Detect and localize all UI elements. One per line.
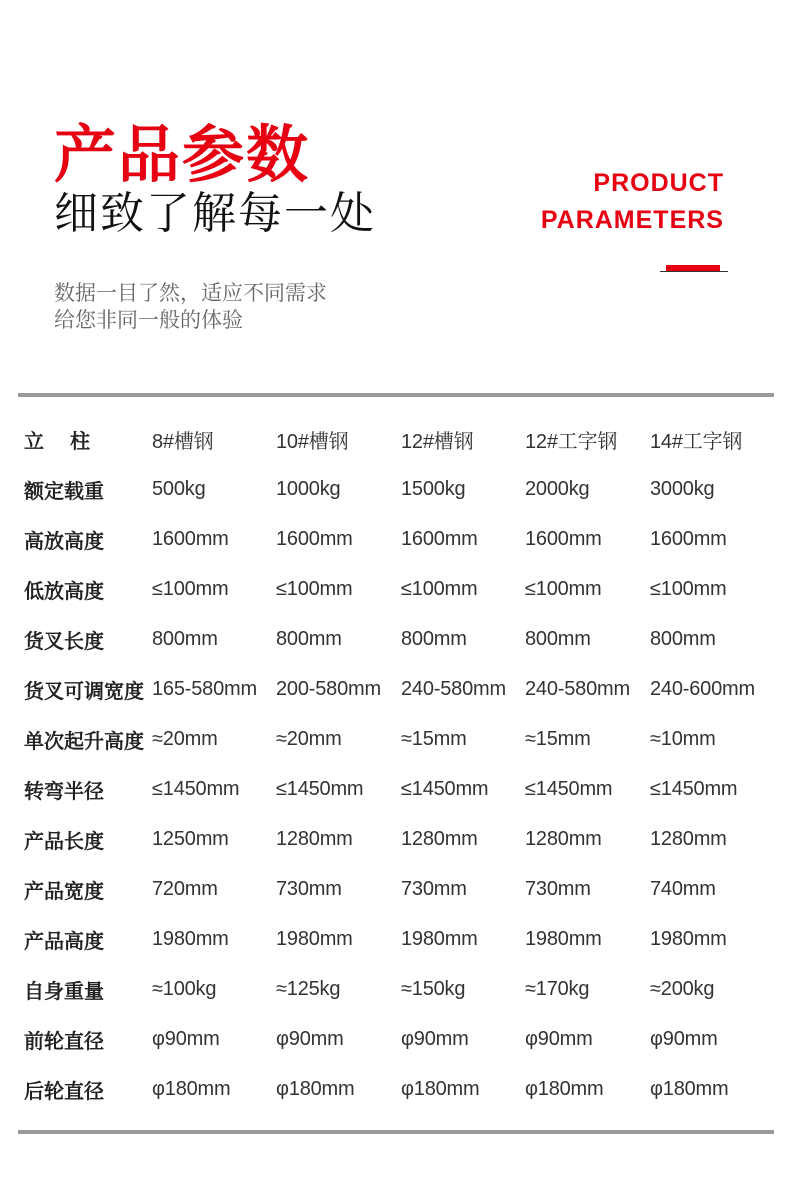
table-cell: φ180mm: [401, 1077, 480, 1100]
decorative-underline: [660, 271, 728, 272]
row-label: 货叉可调宽度: [24, 678, 144, 703]
table-cell: 1600mm: [401, 527, 478, 550]
table-cell: 800mm: [401, 627, 467, 650]
table-cell: 1280mm: [650, 827, 727, 850]
table-cell: 1280mm: [276, 827, 353, 850]
table-row: [18, 664, 774, 714]
table-cell: 240-600mm: [650, 677, 755, 700]
table-cell: φ90mm: [650, 1027, 718, 1050]
table-cell: 1980mm: [525, 927, 602, 950]
row-label: 产品宽度: [24, 878, 104, 903]
table-row: [18, 514, 774, 564]
table-cell: φ90mm: [401, 1027, 469, 1050]
table-cell: φ180mm: [276, 1077, 355, 1100]
row-label: 额定载重: [24, 478, 104, 503]
table-cell: ≤100mm: [525, 577, 602, 600]
row-label: 自身重量: [24, 978, 104, 1003]
table-cell: 3000kg: [650, 477, 715, 500]
table-cell: 240-580mm: [401, 677, 506, 700]
table-cell: 1600mm: [152, 527, 229, 550]
english-title-line2: PARAMETERS: [540, 206, 724, 234]
row-label: 产品长度: [24, 828, 104, 853]
row-label: 货叉长度: [24, 628, 104, 653]
table-cell: 8#槽钢: [152, 430, 214, 453]
table-cell: 720mm: [152, 877, 218, 900]
page-subtitle: 细致了解每一处: [54, 188, 376, 239]
table-row: [18, 864, 774, 914]
table-cell: ≈170kg: [525, 977, 590, 1000]
english-title-line1: PRODUCT: [593, 169, 724, 197]
table-cell: φ180mm: [525, 1077, 604, 1100]
table-cell: 730mm: [276, 877, 342, 900]
parameter-table: [18, 414, 774, 1114]
table-row: [18, 964, 774, 1014]
table-cell: ≤1450mm: [650, 777, 738, 800]
table-cell: 730mm: [401, 877, 467, 900]
table-cell: ≈10mm: [650, 727, 716, 750]
decorative-red-bar: [666, 265, 720, 271]
table-row: [18, 414, 774, 464]
table-cell: ≈15mm: [525, 727, 591, 750]
table-cell: 1500kg: [401, 477, 466, 500]
table-cell: ≈200kg: [650, 977, 715, 1000]
table-cell: 800mm: [650, 627, 716, 650]
table-cell: ≤1450mm: [401, 777, 489, 800]
table-cell: 240-580mm: [525, 677, 630, 700]
table-cell: 800mm: [525, 627, 591, 650]
table-cell: ≈100kg: [152, 977, 217, 1000]
table-row: [18, 764, 774, 814]
table-cell: φ180mm: [650, 1077, 729, 1100]
table-cell: 730mm: [525, 877, 591, 900]
description-line2: 给您非同一般的体验: [54, 308, 243, 332]
table-row: [18, 1064, 774, 1114]
table-cell: 1980mm: [650, 927, 727, 950]
page-title: 产品参数: [54, 118, 311, 191]
table-cell: 10#槽钢: [276, 430, 349, 453]
row-label: 高放高度: [24, 528, 104, 553]
table-cell: 800mm: [152, 627, 218, 650]
table-cell: 1280mm: [401, 827, 478, 850]
table-cell: ≈20mm: [276, 727, 342, 750]
table-cell: φ90mm: [276, 1027, 344, 1050]
table-top-rule: [18, 393, 774, 397]
table-cell: φ90mm: [525, 1027, 593, 1050]
description-line1: 数据一目了然，适应不同需求: [54, 281, 327, 305]
row-label: 产品高度: [24, 928, 104, 953]
table-cell: 500kg: [152, 477, 206, 500]
table-row: [18, 814, 774, 864]
table-cell: ≈15mm: [401, 727, 467, 750]
row-label: 前轮直径: [24, 1028, 104, 1053]
table-cell: ≤100mm: [276, 577, 353, 600]
table-cell: ≤1450mm: [525, 777, 613, 800]
row-label: 低放高度: [24, 578, 104, 603]
table-cell: 165-580mm: [152, 677, 257, 700]
table-row: [18, 564, 774, 614]
table-row: [18, 714, 774, 764]
table-cell: 14#工字钢: [650, 430, 743, 453]
table-cell: 1600mm: [650, 527, 727, 550]
table-cell: 1980mm: [401, 927, 478, 950]
table-cell: 200-580mm: [276, 677, 381, 700]
table-cell: 1600mm: [525, 527, 602, 550]
table-bottom-rule: [18, 1130, 774, 1134]
table-cell: ≈150kg: [401, 977, 466, 1000]
parameter-table-body: [18, 414, 774, 1114]
table-cell: 1980mm: [276, 927, 353, 950]
row-label: 后轮直径: [24, 1078, 104, 1103]
table-row: [18, 464, 774, 514]
table-cell: 1980mm: [152, 927, 229, 950]
table-cell: ≈125kg: [276, 977, 341, 1000]
table-cell: 2000kg: [525, 477, 590, 500]
row-label: 单次起升高度: [24, 728, 144, 753]
row-label: 转弯半径: [24, 778, 104, 803]
table-cell: 1000kg: [276, 477, 341, 500]
table-cell: ≤1450mm: [276, 777, 364, 800]
table-cell: φ180mm: [152, 1077, 231, 1100]
table-cell: 1280mm: [525, 827, 602, 850]
table-row: [18, 614, 774, 664]
table-cell: 800mm: [276, 627, 342, 650]
table-row: [18, 1014, 774, 1064]
row-label: 立柱: [24, 428, 116, 453]
table-cell: 12#槽钢: [401, 430, 474, 453]
table-cell: 12#工字钢: [525, 430, 618, 453]
table-cell: 1250mm: [152, 827, 229, 850]
table-row: [18, 914, 774, 964]
table-cell: ≈20mm: [152, 727, 218, 750]
table-cell: ≤100mm: [401, 577, 478, 600]
table-cell: ≤1450mm: [152, 777, 240, 800]
table-cell: ≤100mm: [650, 577, 727, 600]
table-cell: 740mm: [650, 877, 716, 900]
table-cell: ≤100mm: [152, 577, 229, 600]
table-cell: φ90mm: [152, 1027, 220, 1050]
table-cell: 1600mm: [276, 527, 353, 550]
